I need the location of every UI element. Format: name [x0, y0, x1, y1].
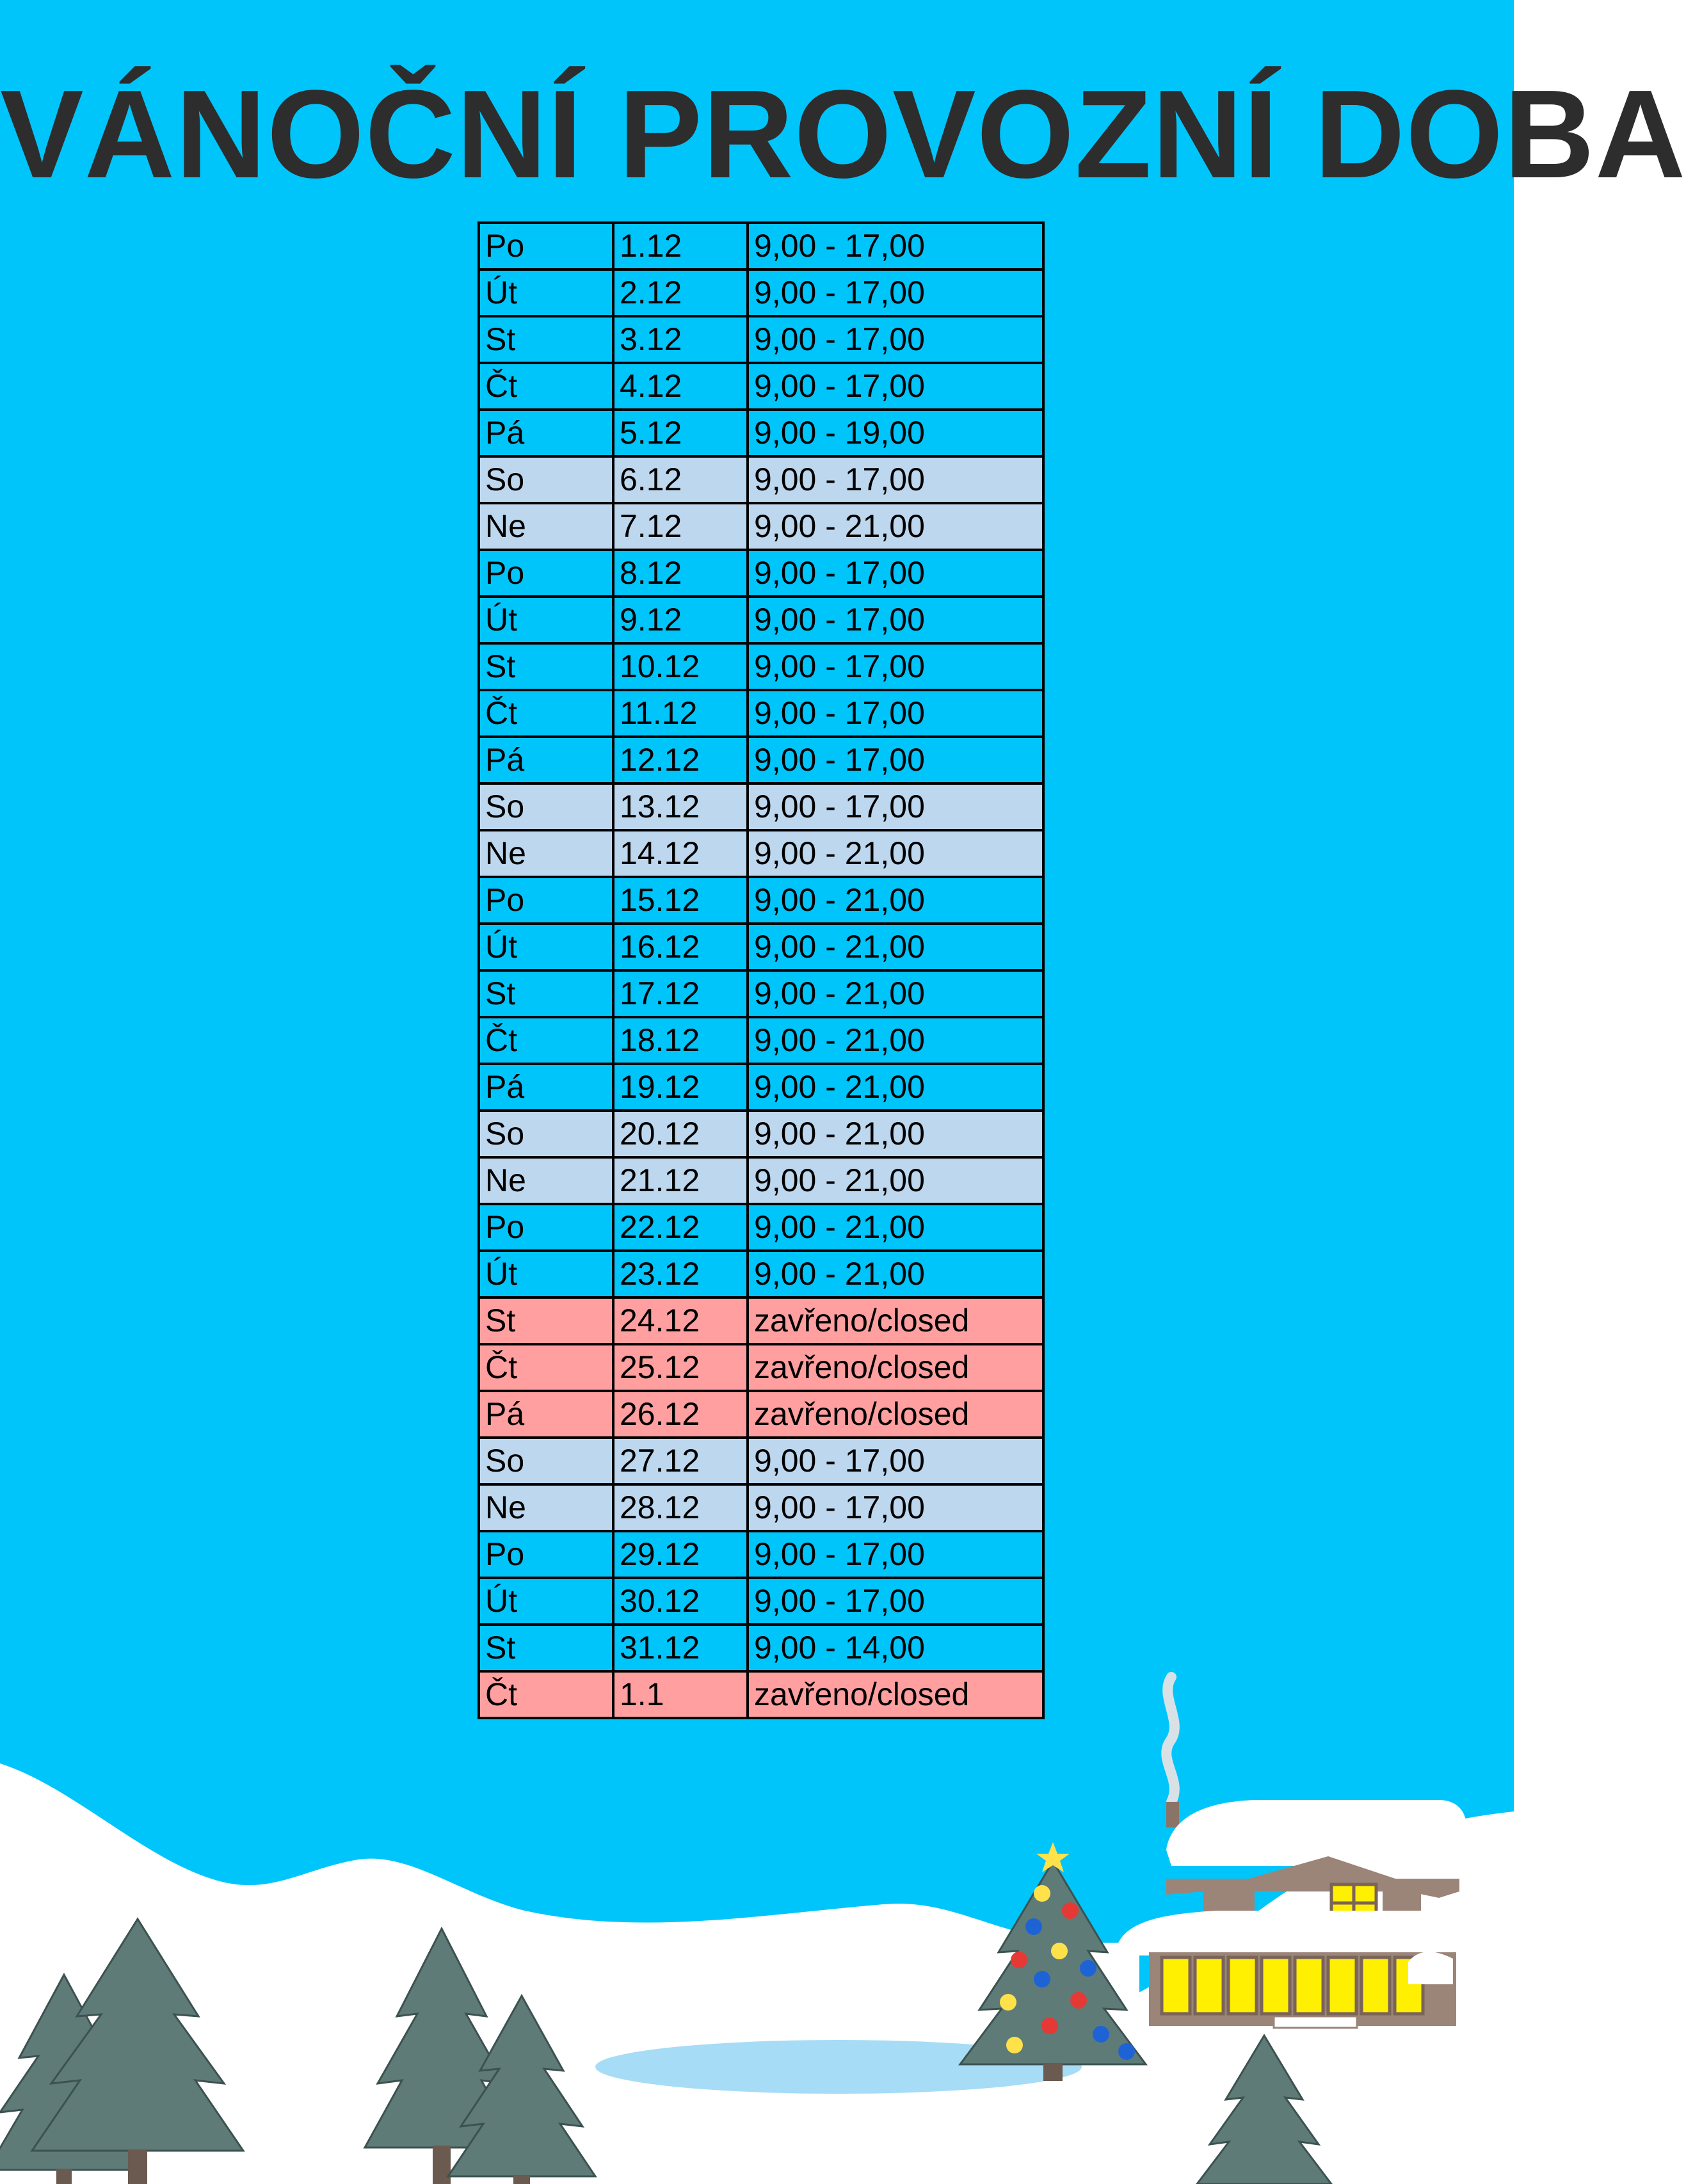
day-cell: Čt [479, 1344, 613, 1391]
date-cell: 9.12 [613, 597, 748, 643]
date-cell: 21.12 [613, 1157, 748, 1204]
date-cell: 25.12 [613, 1344, 748, 1391]
schedule-row-weekend [479, 1484, 1043, 1531]
day-cell: Ne [479, 1484, 613, 1531]
date-cell: 11.12 [613, 690, 748, 737]
day-cell: So [479, 1438, 613, 1484]
hours-cell: 9,00 - 17,00 [748, 223, 1043, 269]
date-cell: 10.12 [613, 643, 748, 690]
schedule-row-weekday [479, 1251, 1043, 1297]
schedule-row-weekday [479, 363, 1043, 410]
day-cell: So [479, 783, 613, 830]
schedule-row-weekend [479, 830, 1043, 877]
hours-cell: zavřeno/closed [748, 1344, 1043, 1391]
hours-cell: 9,00 - 21,00 [748, 1017, 1043, 1064]
hours-cell: 9,00 - 21,00 [748, 503, 1043, 550]
date-cell: 14.12 [613, 830, 748, 877]
hours-cell: 9,00 - 21,00 [748, 1111, 1043, 1157]
hours-cell: 9,00 - 21,00 [748, 970, 1043, 1017]
day-cell: St [479, 1625, 613, 1671]
schedule-row-weekend [479, 456, 1043, 503]
date-cell: 17.12 [613, 970, 748, 1017]
date-cell: 20.12 [613, 1111, 748, 1157]
date-cell: 2.12 [613, 269, 748, 316]
day-cell: Út [479, 597, 613, 643]
day-cell: St [479, 316, 613, 363]
date-cell: 7.12 [613, 503, 748, 550]
date-cell: 15.12 [613, 877, 748, 924]
schedule-row-weekday [479, 1017, 1043, 1064]
date-cell: 4.12 [613, 363, 748, 410]
schedule-row-closed [479, 1391, 1043, 1438]
day-cell: Ne [479, 830, 613, 877]
hours-cell: 9,00 - 21,00 [748, 830, 1043, 877]
day-cell: Po [479, 550, 613, 597]
date-cell: 23.12 [613, 1251, 748, 1297]
day-cell: Čt [479, 1017, 613, 1064]
hours-cell: 9,00 - 21,00 [748, 1064, 1043, 1111]
day-cell: Po [479, 877, 613, 924]
schedule-row-weekend [479, 1111, 1043, 1157]
schedule-row-weekday [479, 690, 1043, 737]
schedule-row-weekday [479, 877, 1043, 924]
schedule-row-weekday [479, 924, 1043, 970]
date-cell: 19.12 [613, 1064, 748, 1111]
hours-cell: 9,00 - 17,00 [748, 1578, 1043, 1625]
day-cell: Ne [479, 1157, 613, 1204]
hours-cell: 9,00 - 17,00 [748, 1531, 1043, 1578]
hours-cell: 9,00 - 14,00 [748, 1625, 1043, 1671]
schedule-row-closed [479, 1344, 1043, 1391]
hours-cell: 9,00 - 17,00 [748, 363, 1043, 410]
schedule-row-weekend [479, 1438, 1043, 1484]
day-cell: Út [479, 1578, 613, 1625]
schedule-row-weekday [479, 1578, 1043, 1625]
hours-cell: 9,00 - 17,00 [748, 643, 1043, 690]
date-cell: 31.12 [613, 1625, 748, 1671]
schedule-row-weekday [479, 410, 1043, 456]
date-cell: 12.12 [613, 737, 748, 783]
day-cell: Pá [479, 410, 613, 456]
schedule-row-weekend [479, 783, 1043, 830]
schedule-row-weekend [479, 503, 1043, 550]
date-cell: 27.12 [613, 1438, 748, 1484]
day-cell: Po [479, 223, 613, 269]
date-cell: 3.12 [613, 316, 748, 363]
date-cell: 26.12 [613, 1391, 748, 1438]
day-cell: Út [479, 1251, 613, 1297]
schedule-row-closed [479, 1671, 1043, 1718]
hours-cell: 9,00 - 17,00 [748, 597, 1043, 643]
schedule-row-weekday [479, 737, 1043, 783]
schedule-row-weekday [479, 1625, 1043, 1671]
day-cell: Čt [479, 690, 613, 737]
date-cell: 28.12 [613, 1484, 748, 1531]
hours-cell: zavřeno/closed [748, 1391, 1043, 1438]
day-cell: So [479, 1111, 613, 1157]
date-cell: 1.12 [613, 223, 748, 269]
date-cell: 6.12 [613, 456, 748, 503]
schedule-row-weekday [479, 1204, 1043, 1251]
schedule-row-weekday [479, 597, 1043, 643]
date-cell: 8.12 [613, 550, 748, 597]
day-cell: Čt [479, 1671, 613, 1718]
chimney-smoke [1166, 1677, 1175, 1802]
date-cell: 18.12 [613, 1017, 748, 1064]
opening-hours-table [478, 221, 1045, 1719]
day-cell: Čt [479, 363, 613, 410]
hours-cell: 9,00 - 17,00 [748, 269, 1043, 316]
hours-cell: 9,00 - 17,00 [748, 550, 1043, 597]
schedule-row-weekend [479, 1157, 1043, 1204]
hours-cell: 9,00 - 17,00 [748, 1438, 1043, 1484]
schedule-row-weekday [479, 223, 1043, 269]
day-cell: St [479, 1297, 613, 1344]
hours-cell: 9,00 - 17,00 [748, 783, 1043, 830]
day-cell: Ne [479, 503, 613, 550]
hours-cell: 9,00 - 21,00 [748, 1157, 1043, 1204]
date-cell: 1.1 [613, 1671, 748, 1718]
day-cell: So [479, 456, 613, 503]
hours-cell: 9,00 - 17,00 [748, 737, 1043, 783]
hours-cell: 9,00 - 21,00 [748, 924, 1043, 970]
day-cell: Po [479, 1531, 613, 1578]
date-cell: 16.12 [613, 924, 748, 970]
poster-title: VÁNOČNÍ PROVOZNÍ DOBA [0, 64, 1686, 204]
date-cell: 24.12 [613, 1297, 748, 1344]
date-cell: 29.12 [613, 1531, 748, 1578]
hours-cell: 9,00 - 17,00 [748, 456, 1043, 503]
date-cell: 22.12 [613, 1204, 748, 1251]
schedule-row-weekday [479, 316, 1043, 363]
hours-cell: zavřeno/closed [748, 1297, 1043, 1344]
schedule-row-closed [479, 1297, 1043, 1344]
day-cell: Pá [479, 737, 613, 783]
hours-cell: zavřeno/closed [748, 1671, 1043, 1718]
day-cell: St [479, 643, 613, 690]
hours-cell: 9,00 - 19,00 [748, 410, 1043, 456]
day-cell: Po [479, 1204, 613, 1251]
day-cell: Út [479, 924, 613, 970]
day-cell: Út [479, 269, 613, 316]
date-cell: 30.12 [613, 1578, 748, 1625]
hours-cell: 9,00 - 17,00 [748, 690, 1043, 737]
schedule-row-weekday [479, 643, 1043, 690]
schedule-row-weekday [479, 269, 1043, 316]
schedule-row-weekday [479, 550, 1043, 597]
schedule-row-weekday [479, 1531, 1043, 1578]
date-cell: 5.12 [613, 410, 748, 456]
day-cell: Pá [479, 1064, 613, 1111]
hours-cell: 9,00 - 21,00 [748, 1251, 1043, 1297]
hours-cell: 9,00 - 17,00 [748, 1484, 1043, 1531]
opening-hours-body [479, 223, 1043, 1718]
day-cell: Pá [479, 1391, 613, 1438]
date-cell: 13.12 [613, 783, 748, 830]
hours-cell: 9,00 - 21,00 [748, 877, 1043, 924]
schedule-row-weekday [479, 970, 1043, 1017]
day-cell: St [479, 970, 613, 1017]
schedule-row-weekday [479, 1064, 1043, 1111]
cabin-icon [1117, 1677, 1466, 2028]
hours-cell: 9,00 - 21,00 [748, 1204, 1043, 1251]
hours-cell: 9,00 - 17,00 [748, 316, 1043, 363]
